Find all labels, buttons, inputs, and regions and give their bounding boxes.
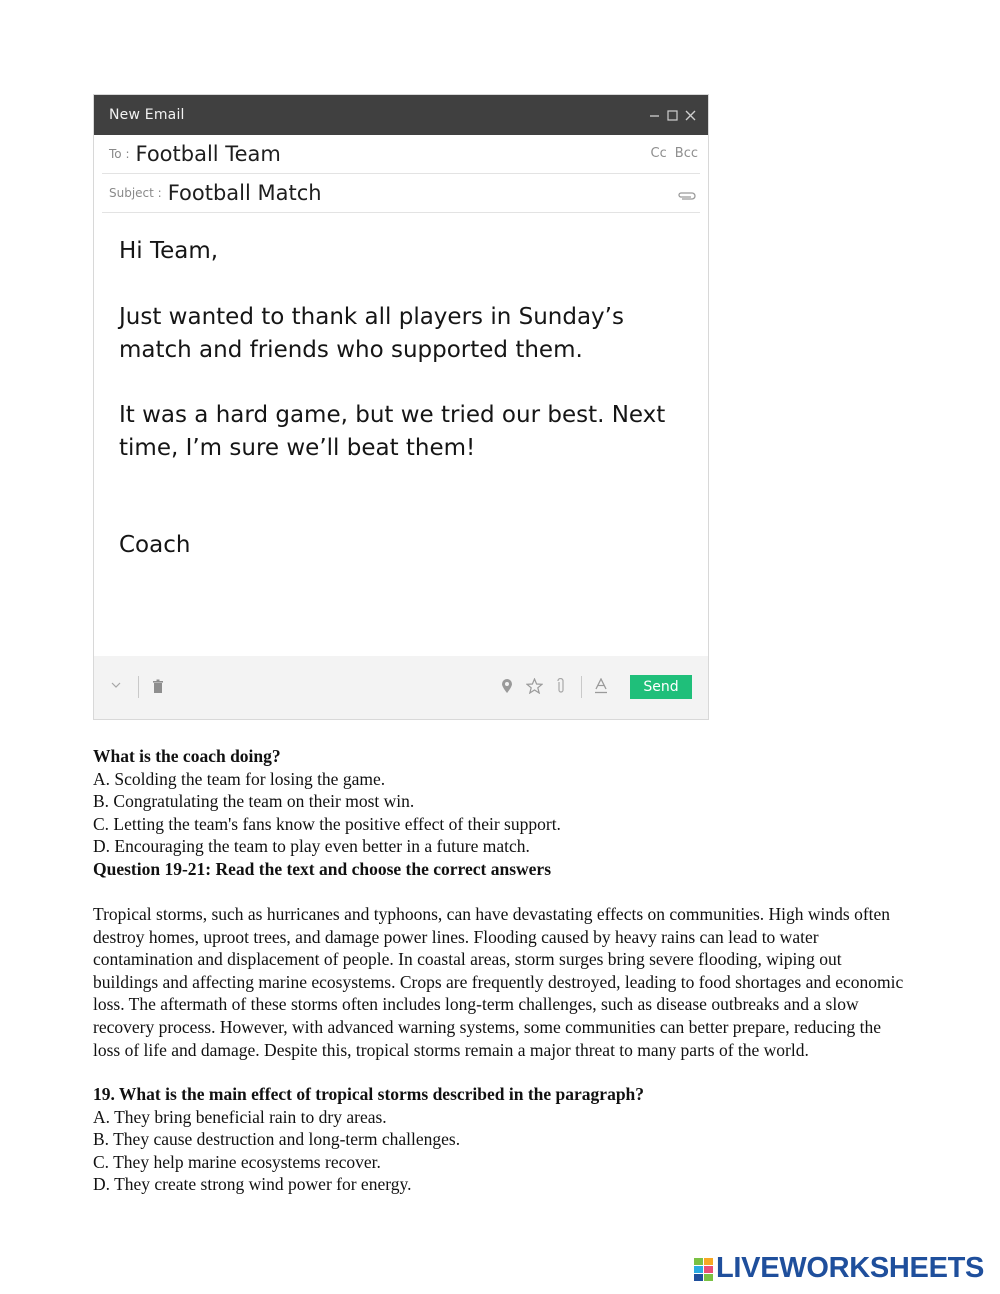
question-1-option-b[interactable]: B. Congratulating the team on their most win. <box>93 791 415 812</box>
email-footer-toolbar <box>94 656 708 719</box>
toolbar-divider <box>581 676 582 698</box>
to-field-row[interactable] <box>102 135 700 174</box>
question-1-option-a[interactable]: A. Scolding the team for losing the game. <box>93 768 386 789</box>
question-19-text: 19. What is the main effect of tropical storms described in the paragraph? <box>93 1084 645 1104</box>
liveworksheets-logo-icon <box>694 1256 714 1282</box>
send-button[interactable]: Send <box>630 675 692 699</box>
maximize-icon[interactable] <box>667 110 678 121</box>
attachment-icon[interactable] <box>557 678 565 694</box>
window-controls <box>649 110 696 121</box>
passage-text: Tropical storms, such as hurricanes and typhoons, can have devastating effects on communities. High winds often destroy homes, uproot trees, and damage power lines. Flooding caused by heavy rains can lead to water contamination and displacement of people. In coastal areas, storm surges bring severe flooding, wiping out buildings and affecting marine ecosystems. Crops are frequently destroyed, leading to food shortages and economic loss. The aftermath of these storms often includes long-term challenges, such as disease outbreaks and a slow recovery process. However, with advanced warning systems, some communities can better prepare, reducing the loss of life and damage. Despite this, tropical storms remain a major threat to many parts of the world. <box>93 904 904 1060</box>
text-format-icon[interactable] <box>594 678 608 694</box>
subject-label: Subject : <box>109 186 162 200</box>
logo-text: LIVEWORKSHEETS <box>716 1252 985 1284</box>
reading-passage <box>93 903 908 1061</box>
question-1-option-d[interactable]: D. Encouraging the team to play even better in a future match. <box>93 836 530 857</box>
question-1-option-c[interactable]: C. Letting the team's fans know the positive effect of their support. <box>93 813 561 834</box>
email-window <box>93 94 709 720</box>
subject-field-row[interactable] <box>102 174 700 213</box>
email-paragraph-1: Just wanted to thank all players in Sunday’s match and friends who supported them. <box>119 304 624 363</box>
question-19-option-c[interactable]: C. They help marine ecosystems recover. <box>93 1151 381 1172</box>
trash-icon[interactable] <box>152 679 164 694</box>
cc-bcc <box>651 146 698 161</box>
to-label: To : <box>109 147 130 161</box>
to-field[interactable]: Football Team <box>135 142 281 166</box>
question-1-block <box>93 745 913 881</box>
close-icon[interactable] <box>685 110 696 121</box>
window-title: New Email <box>109 107 185 123</box>
toolbar-divider <box>138 676 139 698</box>
question-19-option-d[interactable]: D. They create strong wind power for energy. <box>93 1174 412 1195</box>
paperclip-icon[interactable] <box>676 187 698 206</box>
email-titlebar <box>94 95 708 135</box>
cc-button[interactable]: Cc <box>650 146 667 161</box>
email-paragraph-2: It was a hard game, but we tried our best. Next time, I’m sure we’ll beat them! <box>119 402 666 461</box>
chevron-down-icon[interactable] <box>111 681 121 689</box>
minimize-icon[interactable] <box>649 110 660 121</box>
question-1-text: What is the coach doing? <box>93 746 281 766</box>
location-pin-icon[interactable] <box>501 678 513 694</box>
bcc-button[interactable]: Bcc <box>674 146 698 161</box>
question-19-option-a[interactable]: A. They bring beneficial rain to dry areas. <box>93 1106 387 1127</box>
email-greeting: Hi Team, <box>119 238 219 264</box>
subject-field[interactable]: Football Match <box>167 181 322 205</box>
liveworksheets-logo <box>694 1254 984 1283</box>
question-19-block <box>93 1083 913 1196</box>
star-icon[interactable] <box>526 678 543 694</box>
section-heading: Question 19-21: Read the text and choose the correct answers <box>93 858 552 879</box>
email-signoff: Coach <box>119 532 191 558</box>
question-19-option-b[interactable]: B. They cause destruction and long-term challenges. <box>93 1129 461 1150</box>
